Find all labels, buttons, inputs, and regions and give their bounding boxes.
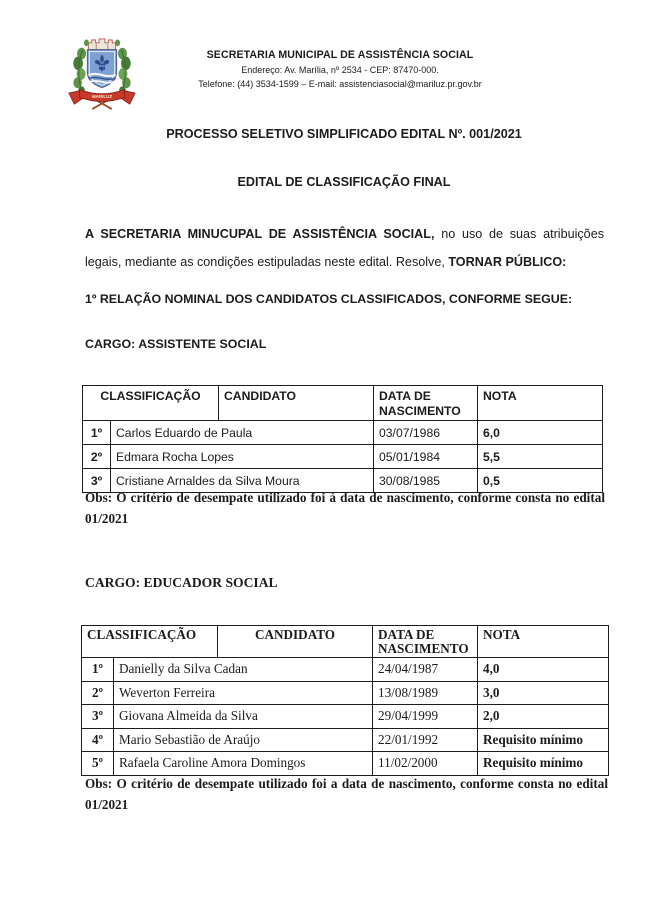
column-header-nota: NOTA: [478, 626, 609, 658]
mural-crown: [88, 39, 115, 50]
birthdate-cell: 22/01/1992: [373, 728, 478, 752]
classification-table-educador-social: [81, 625, 609, 776]
intro-line-1: A SECRETARIA MINUCUPAL DE ASSISTÊNCIA SOCIAL, no uso de suas atribuições: [85, 227, 604, 241]
candidate-cell: Cristiane Arnaldes da Silva Moura: [111, 469, 374, 493]
cargo-title-educador-social: CARGO: EDUCADOR SOCIAL: [85, 575, 278, 590]
column-header-classificacao: CLASSIFICAÇÃO: [83, 386, 219, 421]
laurel-left: [73, 48, 86, 95]
obs-note-2: [85, 774, 608, 815]
score-cell: Requisito mínimo: [478, 728, 609, 752]
candidate-cell: Mario Sebastião de Araújo: [114, 728, 373, 752]
intro-line-2: legais, mediante as condições estipuladas neste edital. Resolve, TORNAR PÚBLICO:: [85, 254, 567, 269]
rank-cell: 2º: [82, 681, 114, 705]
table-row: [82, 728, 609, 752]
document-subtitle: EDITAL DE CLASSIFICAÇÃO FINAL: [237, 175, 451, 189]
score-cell: Requisito mínimo: [478, 752, 609, 776]
table-row: [82, 705, 609, 729]
score-cell: 0,5: [478, 469, 603, 493]
candidate-cell: Danielly da Silva Cadan: [114, 658, 373, 682]
score-cell: 6,0: [478, 421, 603, 445]
birthdate-cell: 13/08/1989: [373, 681, 478, 705]
document-title: PROCESSO SELETIVO SIMPLIFICADO EDITAL Nº. 001/2021: [166, 127, 522, 141]
ribbon-text: MARILUZ: [91, 93, 113, 99]
obs-line: Obs: O critério de desempate utilizado foi à data de nascimento, conforme consta no edital: [85, 490, 605, 505]
birthdate-cell: 05/01/1984: [374, 445, 478, 469]
letterhead: [140, 49, 540, 91]
obs-line: Obs: O critério de desempate utilizado foi a data de nascimento, conforme consta no edital: [85, 776, 608, 791]
candidate-cell: Weverton Ferreira: [114, 681, 373, 705]
obs-note-1: [85, 488, 605, 529]
score-cell: 3,0: [478, 681, 609, 705]
classification-table-assistente-social: [82, 385, 603, 493]
candidate-cell: Giovana Almeida da Silva: [114, 705, 373, 729]
table-header-row: [83, 386, 603, 421]
org-name: SECRETARIA MUNICIPAL DE ASSISTÊNCIA SOCIAL: [206, 49, 474, 61]
table-row: [83, 445, 603, 469]
table-row: [82, 681, 609, 705]
column-header-data-nascimento: DATA DE NASCIMENTO: [373, 626, 478, 658]
org-contact: Telefone: (44) 3534-1599 – E-mail: assistenciasocial@mariluz.pr.gov.br: [198, 78, 482, 89]
score-cell: 2,0: [478, 705, 609, 729]
candidate-cell: Carlos Eduardo de Paula: [111, 421, 374, 445]
birthdate-cell: 24/04/1987: [373, 658, 478, 682]
column-header-candidato: CANDIDATO: [219, 386, 374, 421]
column-header-nota: NOTA: [478, 386, 603, 421]
section-heading: 1º RELAÇÃO NOMINAL DOS CANDIDATOS CLASSIFICADOS, CONFORME SEGUE:: [85, 292, 573, 306]
obs-line: 01/2021: [85, 510, 129, 526]
candidate-cell: Edmara Rocha Lopes: [111, 445, 374, 469]
column-header-data-nascimento: DATA DE NASCIMENTO: [374, 386, 478, 421]
rank-cell: 1º: [82, 658, 114, 682]
rank-cell: 4º: [82, 728, 114, 752]
table-row: [82, 658, 609, 682]
rank-cell: 1º: [83, 421, 111, 445]
coat-of-arms-icon: [59, 37, 145, 111]
column-header-candidato: CANDIDATO: [218, 626, 373, 658]
candidate-cell: Rafaela Caroline Amora Domingos: [114, 752, 373, 776]
obs-line: 01/2021: [85, 796, 129, 812]
birthdate-cell: 11/02/2000: [373, 752, 478, 776]
table-row: [82, 752, 609, 776]
birthdate-cell: 29/04/1999: [373, 705, 478, 729]
table-row: [83, 421, 603, 445]
column-header-classificacao: CLASSIFICAÇÃO: [82, 626, 218, 658]
rank-cell: 2º: [83, 445, 111, 469]
org-address: Endereço: Av. Marília, nº 2534 - CEP: 87470-000.: [241, 65, 439, 75]
rank-cell: 5º: [82, 752, 114, 776]
intro-paragraph: [85, 221, 604, 276]
rank-cell: 3º: [82, 705, 114, 729]
laurel-right: [118, 48, 131, 95]
birthdate-cell: 03/07/1986: [374, 421, 478, 445]
ribbon-banner: [69, 90, 135, 105]
rank-cell: 3º: [83, 469, 111, 493]
cargo-title-assistente-social: CARGO: ASSISTENTE SOCIAL: [85, 337, 267, 351]
table-header-row: [82, 626, 609, 658]
score-cell: 5,5: [478, 445, 603, 469]
birthdate-cell: 30/08/1985: [374, 469, 478, 493]
score-cell: 4,0: [478, 658, 609, 682]
